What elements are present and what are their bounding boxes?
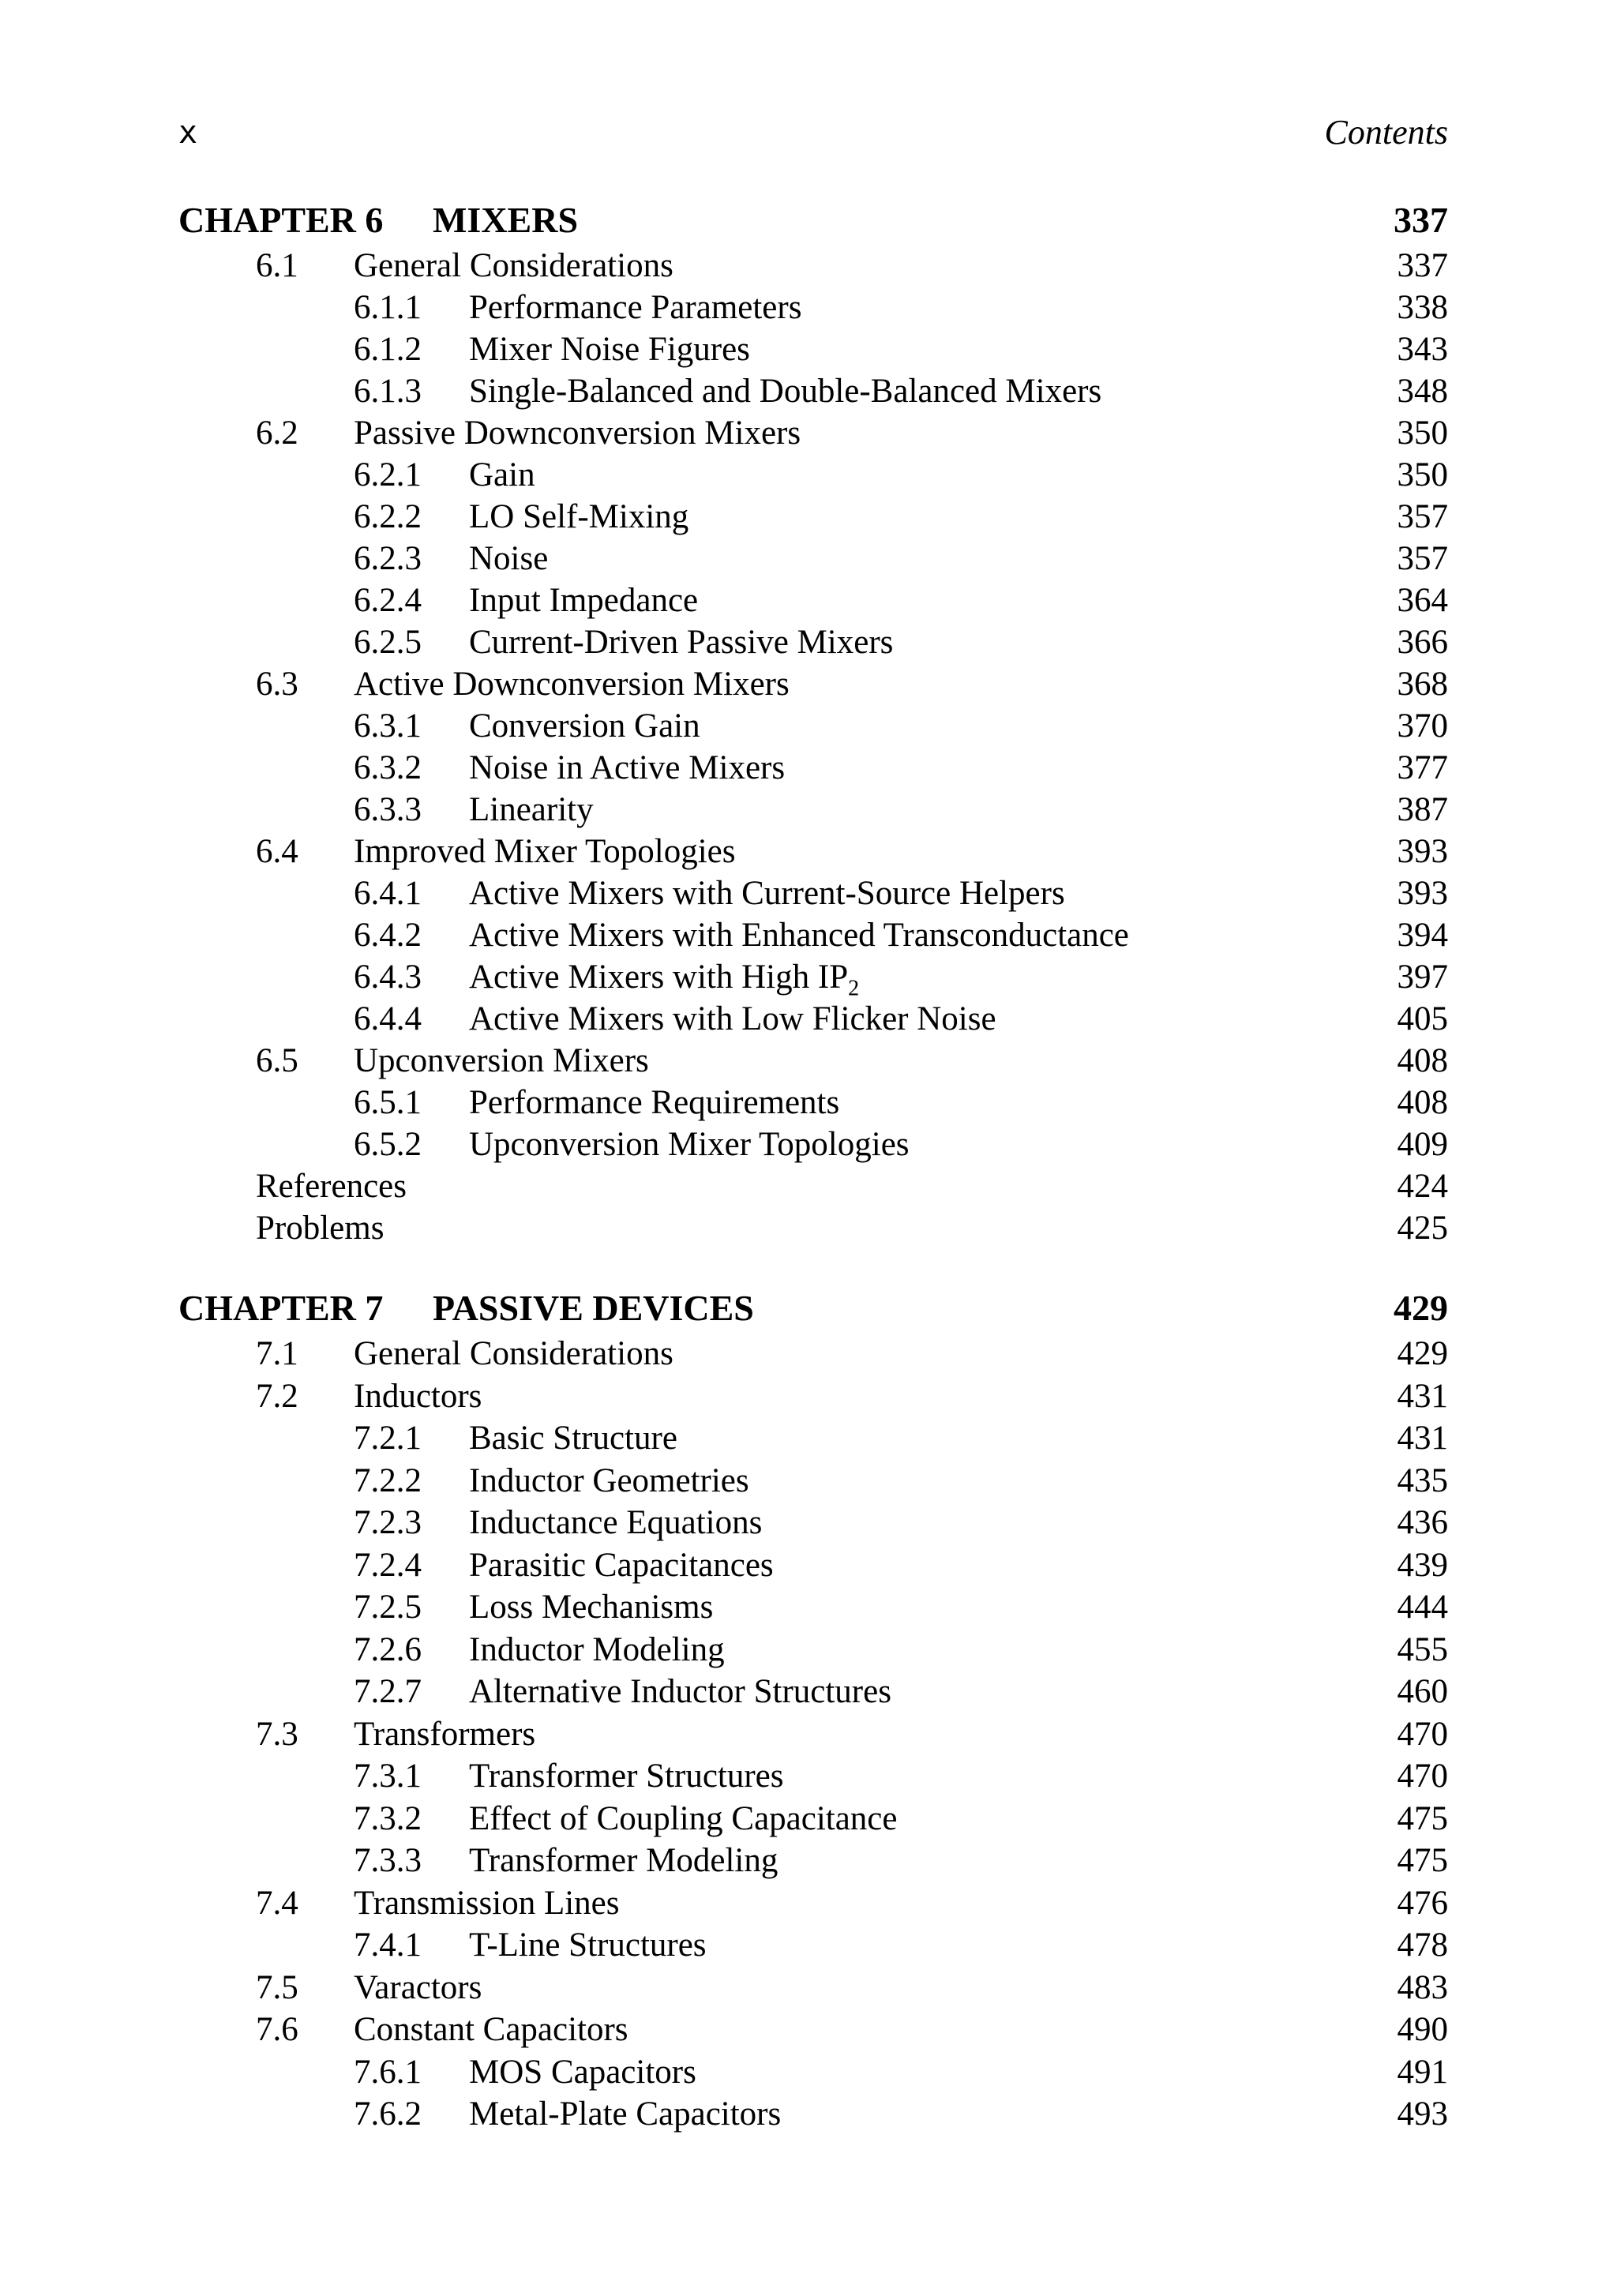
toc-entry-section[interactable]: [178, 412, 1448, 454]
entry-title: [354, 2009, 628, 2051]
entry-number: 6.4.2: [354, 917, 422, 954]
entry-page: 387: [1397, 791, 1448, 828]
entry-number: 7.2.1: [354, 1420, 422, 1457]
entry-page: 478: [1397, 1926, 1448, 1964]
toc-entry-backmatter[interactable]: [178, 1165, 1448, 1207]
entry-title: [354, 412, 801, 454]
toc-entry-subsection[interactable]: [178, 1586, 1448, 1629]
entry-title: [354, 663, 790, 705]
entry-page: 455: [1397, 1630, 1448, 1668]
page-header: [178, 109, 1448, 156]
entry-title-text: Conversion Gain: [469, 707, 700, 745]
entry-page: 475: [1397, 1842, 1448, 1879]
entry-title-text: Transformer Structures: [469, 1758, 784, 1795]
entry-page: 377: [1397, 749, 1448, 786]
entry-title-text: Parasitic Capacitances: [469, 1546, 774, 1584]
entry-number: 6.5.2: [354, 1126, 422, 1163]
entry-title-text: Inductance Equations: [469, 1504, 763, 1541]
chapter-heading[interactable]: [178, 196, 1448, 245]
toc-entry-subsection[interactable]: [178, 580, 1448, 621]
entry-title-text: Active Mixers with Low Flicker Noise: [469, 1000, 996, 1037]
entry-page: 338: [1397, 289, 1448, 326]
entry-number: 6.3.1: [354, 707, 422, 745]
toc-chapter-6: [178, 196, 1448, 1249]
entry-number: 6.1: [256, 247, 298, 284]
entry-number: 6.1.2: [354, 331, 422, 368]
toc-entry-subsection[interactable]: [178, 1840, 1448, 1882]
page-folio: x: [178, 114, 198, 151]
entry-title-text: Improved Mixer Topologies: [354, 833, 736, 870]
entry-title: [469, 1460, 749, 1503]
entry-title: [469, 1544, 774, 1587]
entry-page: 493: [1397, 2095, 1448, 2133]
entry-title-text: Constant Capacitors: [354, 2011, 628, 2048]
entry-title-text: Active Downconversion Mixers: [354, 666, 790, 703]
entry-number: 6.1.3: [354, 373, 422, 410]
entry-number: 7.3.3: [354, 1842, 422, 1879]
toc-entry-section[interactable]: [178, 1040, 1448, 1082]
entry-title: [469, 705, 700, 747]
entry-number: 6.2.5: [354, 624, 422, 661]
toc-entry-section[interactable]: [178, 1713, 1448, 1756]
entry-page: 436: [1397, 1504, 1448, 1541]
entry-page: 460: [1397, 1673, 1448, 1710]
entry-title-text: Performance Parameters: [469, 289, 802, 326]
toc-entry-subsection[interactable]: [178, 370, 1448, 412]
entry-number: 7.2.3: [354, 1504, 422, 1541]
entry-page: 337: [1397, 247, 1448, 284]
entry-number: 6.5: [256, 1042, 298, 1079]
entry-title-text: Gain: [469, 456, 535, 493]
running-head: Contents: [1324, 113, 1448, 152]
toc-entry-subsection[interactable]: [178, 1544, 1448, 1587]
entry-title-text: Active Mixers with Current-Source Helpers: [469, 875, 1065, 912]
entry-title-text: Loss Mechanisms: [469, 1589, 714, 1626]
entry-page: 364: [1397, 582, 1448, 619]
toc-entry-subsection[interactable]: [178, 328, 1448, 370]
entry-number: 7.6.1: [354, 2053, 422, 2091]
entry-title: [354, 1882, 619, 1925]
entry-page: 393: [1397, 833, 1448, 870]
entry-page: 393: [1397, 875, 1448, 912]
toc-entry-subsection[interactable]: [178, 2093, 1448, 2136]
entry-page: 439: [1397, 1546, 1448, 1584]
toc-entry-subsection[interactable]: [178, 789, 1448, 831]
toc-entry-subsection[interactable]: [178, 956, 1448, 1001]
entry-number: 6.5.1: [354, 1084, 422, 1121]
entry-title: [469, 496, 688, 538]
entry-number: 6.2.3: [354, 540, 422, 577]
entry-title: [469, 872, 1065, 914]
entry-title: [469, 747, 785, 789]
chapter-page: 337: [1394, 200, 1448, 240]
entry-title-text: Active Mixers with High IP: [469, 959, 849, 996]
entry-page: 357: [1397, 540, 1448, 577]
entry-page: 408: [1397, 1042, 1448, 1079]
entry-page: 490: [1397, 2011, 1448, 2048]
entry-page: 431: [1397, 1377, 1448, 1415]
entry-title-text: Single-Balanced and Double-Balanced Mixers: [469, 373, 1102, 410]
chapter-heading[interactable]: [178, 1284, 1448, 1333]
entry-title-text: Inductor Modeling: [469, 1630, 725, 1668]
toc-entry-subsection[interactable]: [178, 1417, 1448, 1460]
entry-title: [256, 1207, 384, 1249]
entry-number: 6.2: [256, 415, 298, 452]
toc-entry-subsection[interactable]: [178, 1924, 1448, 1967]
entry-page: 350: [1397, 415, 1448, 452]
toc-entry-subsection[interactable]: [178, 1460, 1448, 1503]
toc-entry-subsection[interactable]: [178, 496, 1448, 538]
entry-title-text: Transmission Lines: [354, 1884, 620, 1922]
entry-title: [469, 1417, 677, 1460]
chapter-label: CHAPTER 6: [178, 200, 384, 240]
entry-title-text: Noise in Active Mixers: [469, 749, 786, 786]
entry-page: 343: [1397, 331, 1448, 368]
entry-title-text: Upconversion Mixers: [354, 1042, 649, 1079]
entry-title: [469, 2093, 781, 2136]
entry-page: 348: [1397, 373, 1448, 410]
entry-title: [469, 1924, 707, 1967]
entry-page: 444: [1397, 1589, 1448, 1626]
entry-title-text: Transformer Modeling: [469, 1842, 778, 1879]
entry-title-text: Effect of Coupling Capacitance: [469, 1799, 898, 1837]
entry-number: 7.4.1: [354, 1926, 422, 1964]
entry-title-text: Active Mixers with Enhanced Transconductance: [469, 917, 1129, 954]
toc-entry-section[interactable]: [178, 1882, 1448, 1925]
entry-title-text: Inductors: [354, 1377, 482, 1415]
entry-title: [354, 1967, 482, 2009]
entry-number: 7.5: [256, 1968, 298, 2006]
toc-chapter-7: [178, 1284, 1448, 2136]
entry-page: 424: [1397, 1168, 1448, 1205]
entry-title-text: Noise: [469, 540, 549, 577]
entry-title-text: Mixer Noise Figures: [469, 331, 750, 368]
toc-entry-subsection[interactable]: [178, 1502, 1448, 1544]
entry-title: [354, 1040, 649, 1082]
toc-entries: [178, 1333, 1448, 2136]
toc-entry-subsection[interactable]: [178, 1629, 1448, 1671]
entry-title: [354, 1713, 535, 1756]
toc-entry-subsection[interactable]: [178, 1798, 1448, 1840]
toc-entry-subsection[interactable]: [178, 2051, 1448, 2094]
entry-number: 6.4.1: [354, 875, 422, 912]
entry-number: 7.2.5: [354, 1589, 422, 1626]
entry-title: [469, 1502, 762, 1544]
entry-number: 6.3: [256, 666, 298, 703]
toc-entry-subsection[interactable]: [178, 872, 1448, 914]
entry-page: 394: [1397, 917, 1448, 954]
toc-entry-subsection[interactable]: [178, 454, 1448, 496]
entry-title: [354, 245, 673, 287]
entry-number: 7.2.2: [354, 1461, 422, 1499]
entry-number: 7.2.4: [354, 1546, 422, 1584]
entry-number: 6.2.4: [354, 582, 422, 619]
entry-number: 6.3.2: [354, 749, 422, 786]
entry-title: [469, 1124, 910, 1165]
entry-page: 397: [1397, 959, 1448, 996]
entry-title-text: Performance Requirements: [469, 1084, 840, 1121]
entry-page: 366: [1397, 624, 1448, 661]
entry-title-text: General Considerations: [354, 1335, 673, 1372]
entry-page: 431: [1397, 1420, 1448, 1457]
toc-entry-subsection[interactable]: [178, 287, 1448, 328]
chapter-title: PASSIVE DEVICES: [433, 1288, 754, 1328]
entry-page: 476: [1397, 1884, 1448, 1922]
toc-entry-subsection[interactable]: [178, 621, 1448, 663]
entry-page: 370: [1397, 707, 1448, 745]
entry-number: 6.2.2: [354, 498, 422, 535]
entry-page: 483: [1397, 1968, 1448, 2006]
toc-entry-subsection[interactable]: [178, 998, 1448, 1040]
toc-entry-section[interactable]: [178, 663, 1448, 705]
entry-title: [469, 621, 893, 663]
entry-number: 6.4: [256, 833, 298, 870]
toc-entry-subsection[interactable]: [178, 538, 1448, 580]
entry-title-text: Varactors: [354, 1968, 482, 2006]
toc-entry-subsection[interactable]: [178, 1755, 1448, 1798]
entry-title-text: Alternative Inductor Structures: [469, 1673, 891, 1710]
toc-entry-backmatter[interactable]: [178, 1207, 1448, 1249]
entry-title: [469, 538, 548, 580]
entry-title-text: Transformers: [354, 1715, 536, 1753]
entry-title: [354, 1333, 673, 1375]
entry-number: 6.1.1: [354, 289, 422, 326]
toc-entry-subsection[interactable]: [178, 1671, 1448, 1713]
entry-title: [469, 1586, 713, 1629]
entry-page: 429: [1397, 1335, 1448, 1372]
entry-page: 435: [1397, 1461, 1448, 1499]
toc-entries: [178, 245, 1448, 1249]
entry-number: 7.3: [256, 1715, 298, 1753]
entry-page: 408: [1397, 1084, 1448, 1121]
toc-entry-subsection[interactable]: [178, 1124, 1448, 1165]
entry-page: 470: [1397, 1715, 1448, 1753]
entry-title-text: Current-Driven Passive Mixers: [469, 624, 894, 661]
entry-title: [354, 1375, 482, 1418]
entry-title: [469, 328, 750, 370]
entry-title: [469, 789, 594, 831]
entry-title: [469, 1629, 725, 1671]
entry-title: [469, 1840, 778, 1882]
toc-entry-section[interactable]: [178, 1967, 1448, 2009]
entry-number: 6.4.4: [354, 1000, 422, 1037]
entry-page: 409: [1397, 1126, 1448, 1163]
toc-entry-subsection[interactable]: [178, 1082, 1448, 1124]
chapter-title: MIXERS: [433, 200, 579, 240]
entry-number: 7.2.7: [354, 1673, 422, 1710]
entry-number: 6.2.1: [354, 456, 422, 493]
toc-entry-section[interactable]: [178, 831, 1448, 872]
entry-title: [469, 956, 860, 1001]
toc-entry-section[interactable]: [178, 1333, 1448, 1375]
toc-entry-subsection[interactable]: [178, 747, 1448, 789]
entry-number: 7.4: [256, 1884, 298, 1922]
toc-entry-subsection[interactable]: [178, 705, 1448, 747]
entry-number: 7.1: [256, 1335, 298, 1372]
entry-page: 491: [1397, 2053, 1448, 2091]
entry-page: 470: [1397, 1758, 1448, 1795]
entry-title-text: Passive Downconversion Mixers: [354, 415, 801, 452]
entry-title-text: General Considerations: [354, 247, 673, 284]
entry-title-text: Problems: [256, 1210, 385, 1247]
entry-number: 6.3.3: [354, 791, 422, 828]
entry-title: [469, 454, 535, 496]
entry-number: 7.2: [256, 1377, 298, 1415]
entry-title: [469, 1082, 839, 1124]
entry-number: 7.3.2: [354, 1799, 422, 1837]
entry-title-text: Linearity: [469, 791, 594, 828]
entry-title: [469, 914, 1129, 956]
entry-title: [469, 1798, 897, 1840]
entry-title-text: Basic Structure: [469, 1420, 677, 1457]
entry-title: [469, 2051, 696, 2094]
entry-title-text: Input Impedance: [469, 582, 699, 619]
entry-title-text: Inductor Geometries: [469, 1461, 749, 1499]
entry-number: 7.6: [256, 2011, 298, 2048]
entry-title-text: Upconversion Mixer Topologies: [469, 1126, 910, 1163]
entry-title: [469, 287, 801, 328]
entry-title-text: Metal-Plate Capacitors: [469, 2095, 782, 2133]
entry-title-text: References: [256, 1168, 407, 1205]
entry-page: 475: [1397, 1799, 1448, 1837]
toc-entry-section[interactable]: [178, 245, 1448, 287]
chapter-page: 429: [1394, 1288, 1448, 1328]
entry-title: [256, 1165, 407, 1207]
entry-number: 7.2.6: [354, 1630, 422, 1668]
entry-page: 368: [1397, 666, 1448, 703]
chapter-label: CHAPTER 7: [178, 1288, 384, 1328]
toc-entry-section[interactable]: [178, 2009, 1448, 2051]
toc-entry-section[interactable]: [178, 1375, 1448, 1418]
entry-number: 7.6.2: [354, 2095, 422, 2133]
entry-number: 7.3.1: [354, 1758, 422, 1795]
entry-page: 350: [1397, 456, 1448, 493]
entry-page: 425: [1397, 1210, 1448, 1247]
entry-number: 6.4.3: [354, 959, 422, 996]
entry-page: 405: [1397, 1000, 1448, 1037]
entry-title-subscript: 2: [848, 976, 860, 1001]
entry-page: 357: [1397, 498, 1448, 535]
entry-title-text: MOS Capacitors: [469, 2053, 696, 2091]
entry-title: [354, 831, 735, 872]
toc-entry-subsection[interactable]: [178, 914, 1448, 956]
entry-title: [469, 1755, 784, 1798]
entry-title: [469, 1671, 891, 1713]
entry-title: [469, 580, 698, 621]
entry-title-text: T-Line Structures: [469, 1926, 707, 1964]
entry-title-text: LO Self-Mixing: [469, 498, 689, 535]
entry-title: [469, 998, 996, 1040]
entry-title: [469, 370, 1101, 412]
